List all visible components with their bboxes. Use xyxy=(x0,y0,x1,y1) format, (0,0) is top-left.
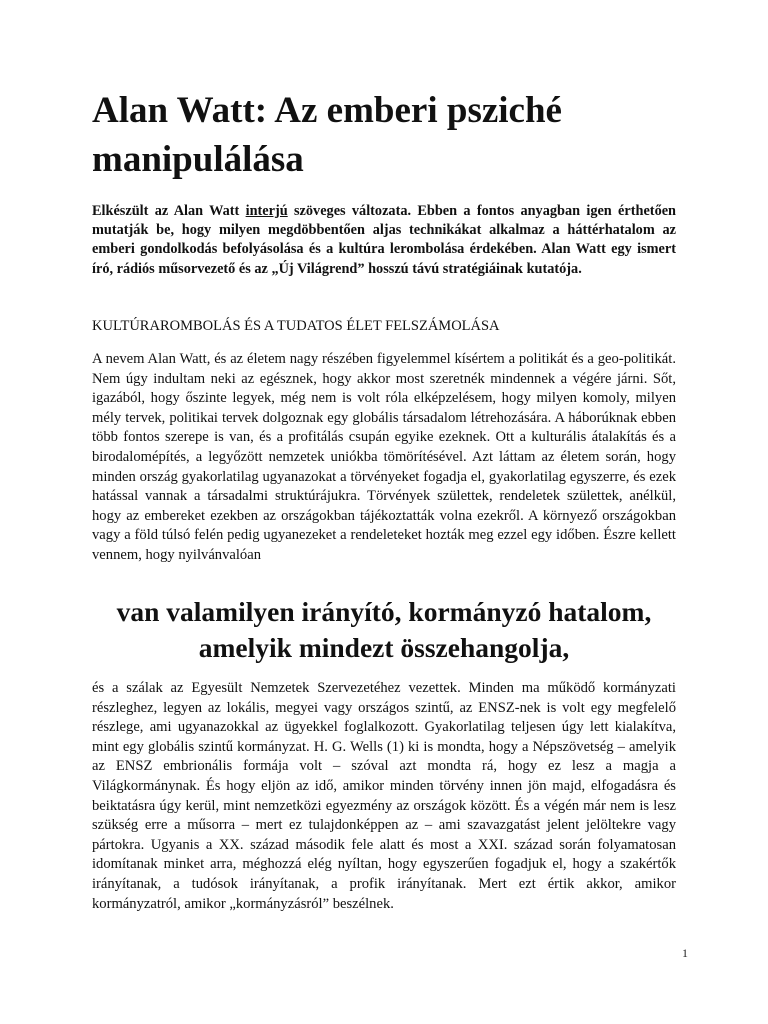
intro-text-before-link: Elkészült az Alan Watt xyxy=(92,203,246,219)
page-number: 1 xyxy=(682,946,688,960)
pull-quote: van valamilyen irányító, kormányzó hatalom, amelyik mindezt összehangolja, xyxy=(116,596,652,663)
document-page xyxy=(92,0,676,1024)
intro-paragraph xyxy=(92,202,676,279)
intro-text-after-link: szöveges változata. Ebben a fontos anyagban igen érthetően mutatják be, hogy milyen megdöbbentően aljas technikákat alkalmaz a háttérhatalom az emberi gondolkodás befolyásolása és a kultúra lerombolása érdekében. Alan Watt egy ismert író, rádiós műsorvezető és az „Új Világrend” hosszú távú stratégiáinak kutatója. xyxy=(92,203,677,277)
section-heading: KULTÚRAROMBOLÁS ÉS A TUDATOS ÉLET FELSZÁMOLÁSA xyxy=(92,318,500,334)
interview-link[interactable]: interjú xyxy=(245,203,288,219)
body-paragraph-1: A nevem Alan Watt, és az életem nagy részében figyelemmel kísértem a politikát és a geo-politikát. Nem úgy indultam neki az egésznek, hogy akkor most szeretnék mindennek a végére járni. Sőt, igazából, hogy őszinte legyek, még nem is volt róla elképzelésem, hogy milyen komoly, milyen mély tervek, politikai tervek dolgoznak egy globális társadalom létrehozására. A háborúknak ebben több fontos szerepe is van, és a profitálás csupán egyike ezeknek. Ott a kulturális átalakítás és a birodalomépítés, a legyőzött nemzetek uniókba tömörítésével. Azt láttam az életem során, hogy minden ország gyakorlatilag ugyanazokat a törvényeket fogadja el, gyakorlatilag egyszerre, és ezek hatással vannak a társadalmi struktúrájukra. Törvények születtek, rendeletek születtek, anélkül, hogy az embereket ezekben az országokban tájékoztatták volna ezekről. A környező országokban vagy a föld túlsó felén pedig ugyanezeket a rendeleteket hozták meg ezzel egy időben. Észre kellett vennem, hogy nyilvánvalóan xyxy=(92,351,676,563)
document-title: Alan Watt: Az emberi psziché manipulálása xyxy=(92,90,562,180)
body-paragraph-2: és a szálak az Egyesült Nemzetek Szervezetéhez vezettek. Minden ma működő kormányzati részleghez, legyen az lokális, megyei vagy országos szintű, az ENSZ-nek is volt egy megfelelő részlege, ami ugyanazokkal az ügyekkel foglalkozott. Gyakorlatilag teljesen úgy lett kialakítva, mint egy globális szintű kormányzat. H. G. Wells (1) ki is mondta, hogy a Népszövetség – amelyik az ENSZ embrionális formája volt – szóval azt mondta rá, hogy ez lesz a magja a Világkormánynak. És hogy eljön az idő, amikor minden törvény innen jön majd, elfogadásra és beiktatásra úgy kerül, mint nemzetközi egyezmény az országok között. És a végén már nem is lesz szükség erre a műsorra – mert ez tulajdonképpen az – ami szavazgatást jelent jelöltekre vagy pártokra. Ugyanis a XX. század második fele alatt és most a XXI. század során folyamatosan idomítanak minket arra, méghozzá elég nyíltan, hogy egyszerűen fogadjuk el, hogy a szakértők irányítanak, a tudósok irányítanak, a profik irányítanak. Mert ezt értik akkor, amikor kormányzatról, amikor „kormányzásról” beszélnek. xyxy=(92,680,676,912)
